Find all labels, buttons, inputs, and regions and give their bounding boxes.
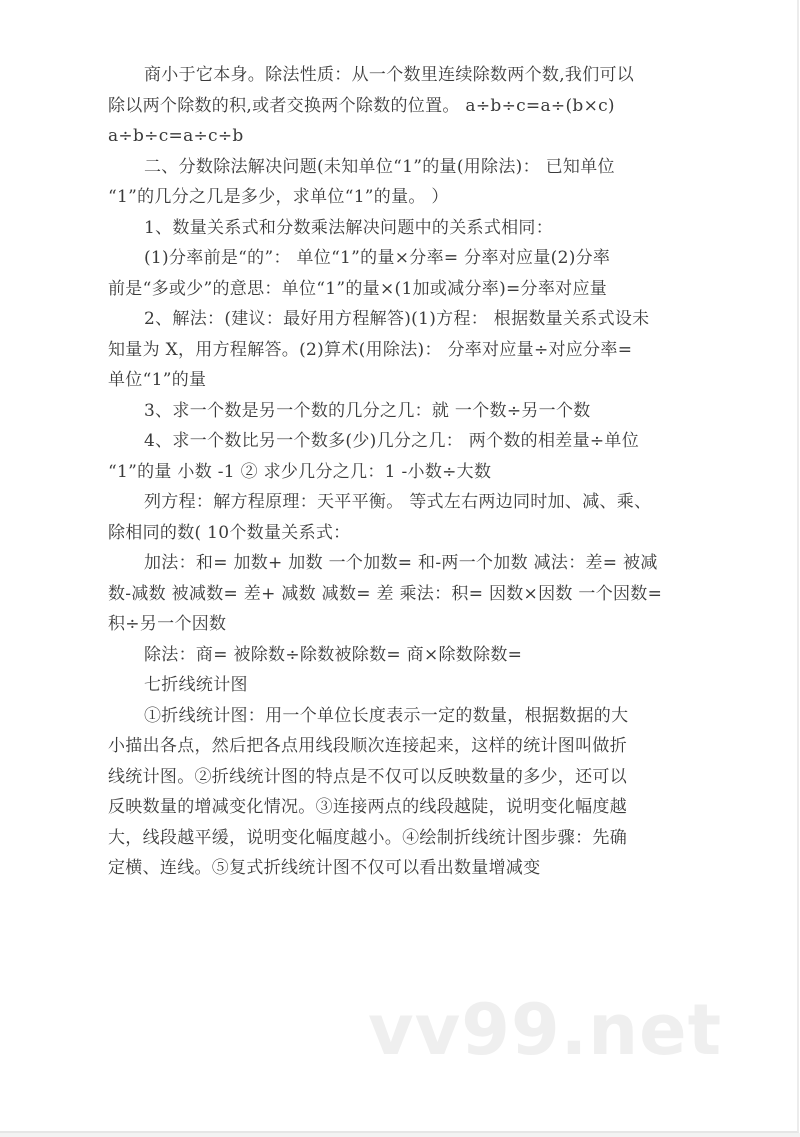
text-line: 列方程：解方程原理：天平平衡。 等式左右两边同时加、减、乘、 (144, 492, 652, 512)
text-line: 除相同的数( 10个数量关系式： (108, 522, 351, 543)
page-bottom-edge (0, 1133, 800, 1137)
text-line: 加法：和= 加数+ 加数 一个加数= 和-两一个加数 减法：差= 被减 (144, 553, 658, 573)
section-heading-fraction-division: 二、分数除法解决问题(未知单位“1”的量(用除法)： 已知单位 (144, 156, 615, 177)
watermark: vv99.net (368, 989, 723, 1071)
text-line: 2、解法：(建议：最好用方程解答)(1)方程： 根据数量关系式设未 (144, 309, 650, 329)
text-line: 前是“多或少”的意思：单位“1”的量×(1加或减分率)=分率对应量 (108, 278, 608, 299)
text-line: 数-减数 被减数= 差+ 减数 减数= 差 乘法：积= 因数×因数 一个因数= (108, 583, 663, 604)
text-line: 知量为 X，用方程解答。(2)算术(用除法)： 分率对应量÷对应分率= (108, 339, 633, 360)
text-line: 4、求一个数比另一个数多(少)几分之几： 两个数的相差量÷单位 (144, 431, 640, 451)
text-line: ①折线统计图：用一个单位长度表示一定的数量，根据数据的大 (144, 705, 629, 726)
text-line: 大，线段越平缓，说明变化幅度越小。④绘制折线统计图步骤：先确 (108, 827, 627, 848)
section-heading-line-chart: 七折线统计图 (144, 675, 248, 695)
text-line: (1)分率前是“的”： 单位“1”的量×分率= 分率对应量(2)分率 (144, 248, 611, 268)
document-body (108, 60, 708, 884)
text-line: 线统计图。②折线统计图的特点是不仅可以反映数量的多少，还可以 (108, 766, 627, 787)
text-line: 积÷另一个因数 (108, 614, 227, 634)
text-line: 除法：商= 被除数÷除数被除数= 商×除数除数= (144, 644, 523, 665)
text-line: 小描出各点，然后把各点用线段顺次连接起来，这样的统计图叫做折 (108, 736, 627, 756)
text-line: “1”的几分之几是多少，求单位“1”的量。 ） (108, 187, 449, 207)
text-line: 单位“1”的量 (108, 370, 207, 390)
text-line: 反映数量的增减变化情况。③连接两点的线段越陡，说明变化幅度越 (108, 797, 627, 817)
text-line: a÷b÷c=a÷c÷b (108, 126, 244, 146)
text-line: 定横、连线。⑤复式折线统计图不仅可以看出数量增减变 (108, 858, 541, 878)
text-line: 除以两个除数的积,或者交换两个除数的位置。 a÷b÷c=a÷(b×c) (108, 95, 615, 116)
text-line: “1”的量 小数 -1 ② 求少几分之几：1 -小数÷大数 (108, 461, 492, 482)
text-line: 1、数量关系式和分数乘法解决问题中的关系式相同： (144, 217, 554, 238)
text-line: 商小于它本身。除法性质：从一个数里连续除数两个数,我们可以 (144, 65, 635, 85)
text-line: 3、求一个数是另一个数的几分之几：就 一个数÷另一个数 (144, 400, 591, 421)
